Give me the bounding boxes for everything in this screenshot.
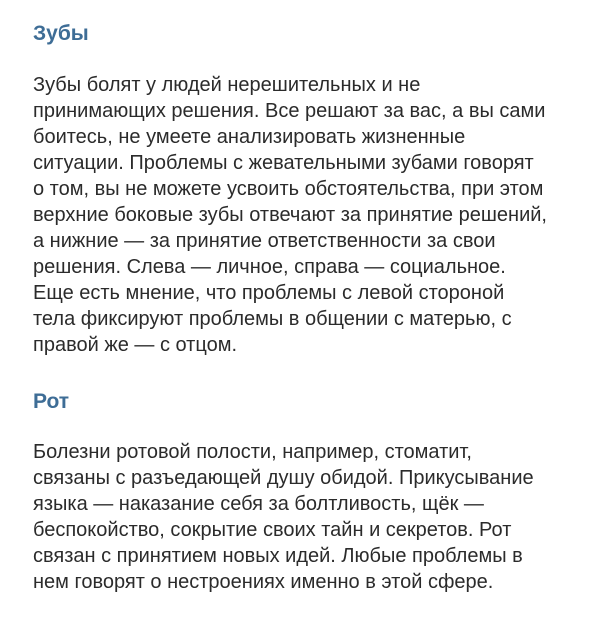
body-line: Еще есть мнение, что проблемы с левой стороной bbox=[33, 282, 505, 304]
body-line: языка — наказание себя за болтливость, щёк — bbox=[33, 493, 484, 515]
body-line: верхние боковые зубы отвечают за принятие решений, bbox=[33, 204, 547, 226]
body-line: боитесь, не умеете анализировать жизненные bbox=[33, 126, 466, 148]
body-line: беспокойство, сокрытие своих тайн и секретов. Рот bbox=[33, 519, 512, 541]
section-heading-mouth: Рот bbox=[33, 390, 70, 413]
body-line: принимающих решения. Все решают за вас, а вы сами bbox=[33, 100, 546, 122]
body-line: ситуации. Проблемы с жевательными зубами говорят bbox=[33, 152, 534, 174]
section-body-mouth bbox=[33, 439, 534, 595]
body-line: нем говорят о нестроениях именно в этой сфере. bbox=[33, 571, 494, 593]
section-heading-teeth: Зубы bbox=[33, 22, 89, 45]
body-line: тела фиксируют проблемы в общении с матерью, с bbox=[33, 308, 512, 330]
section-body-teeth bbox=[33, 72, 547, 358]
body-line: а нижние — за принятие ответственности за свои bbox=[33, 230, 496, 252]
body-line: правой же — с отцом. bbox=[33, 334, 238, 356]
body-line: Зубы болят у людей нерешительных и не bbox=[33, 74, 421, 96]
body-line: о том, вы не можете усвоить обстоятельства, при этом bbox=[33, 178, 544, 200]
body-line: решения. Слева — личное, справа — социальное. bbox=[33, 256, 506, 278]
body-line: связаны с разъедающей душу обидой. Прикусывание bbox=[33, 467, 534, 489]
body-line: связан с принятием новых идей. Любые проблемы в bbox=[33, 545, 523, 567]
body-line: Болезни ротовой полости, например, стоматит, bbox=[33, 441, 472, 463]
